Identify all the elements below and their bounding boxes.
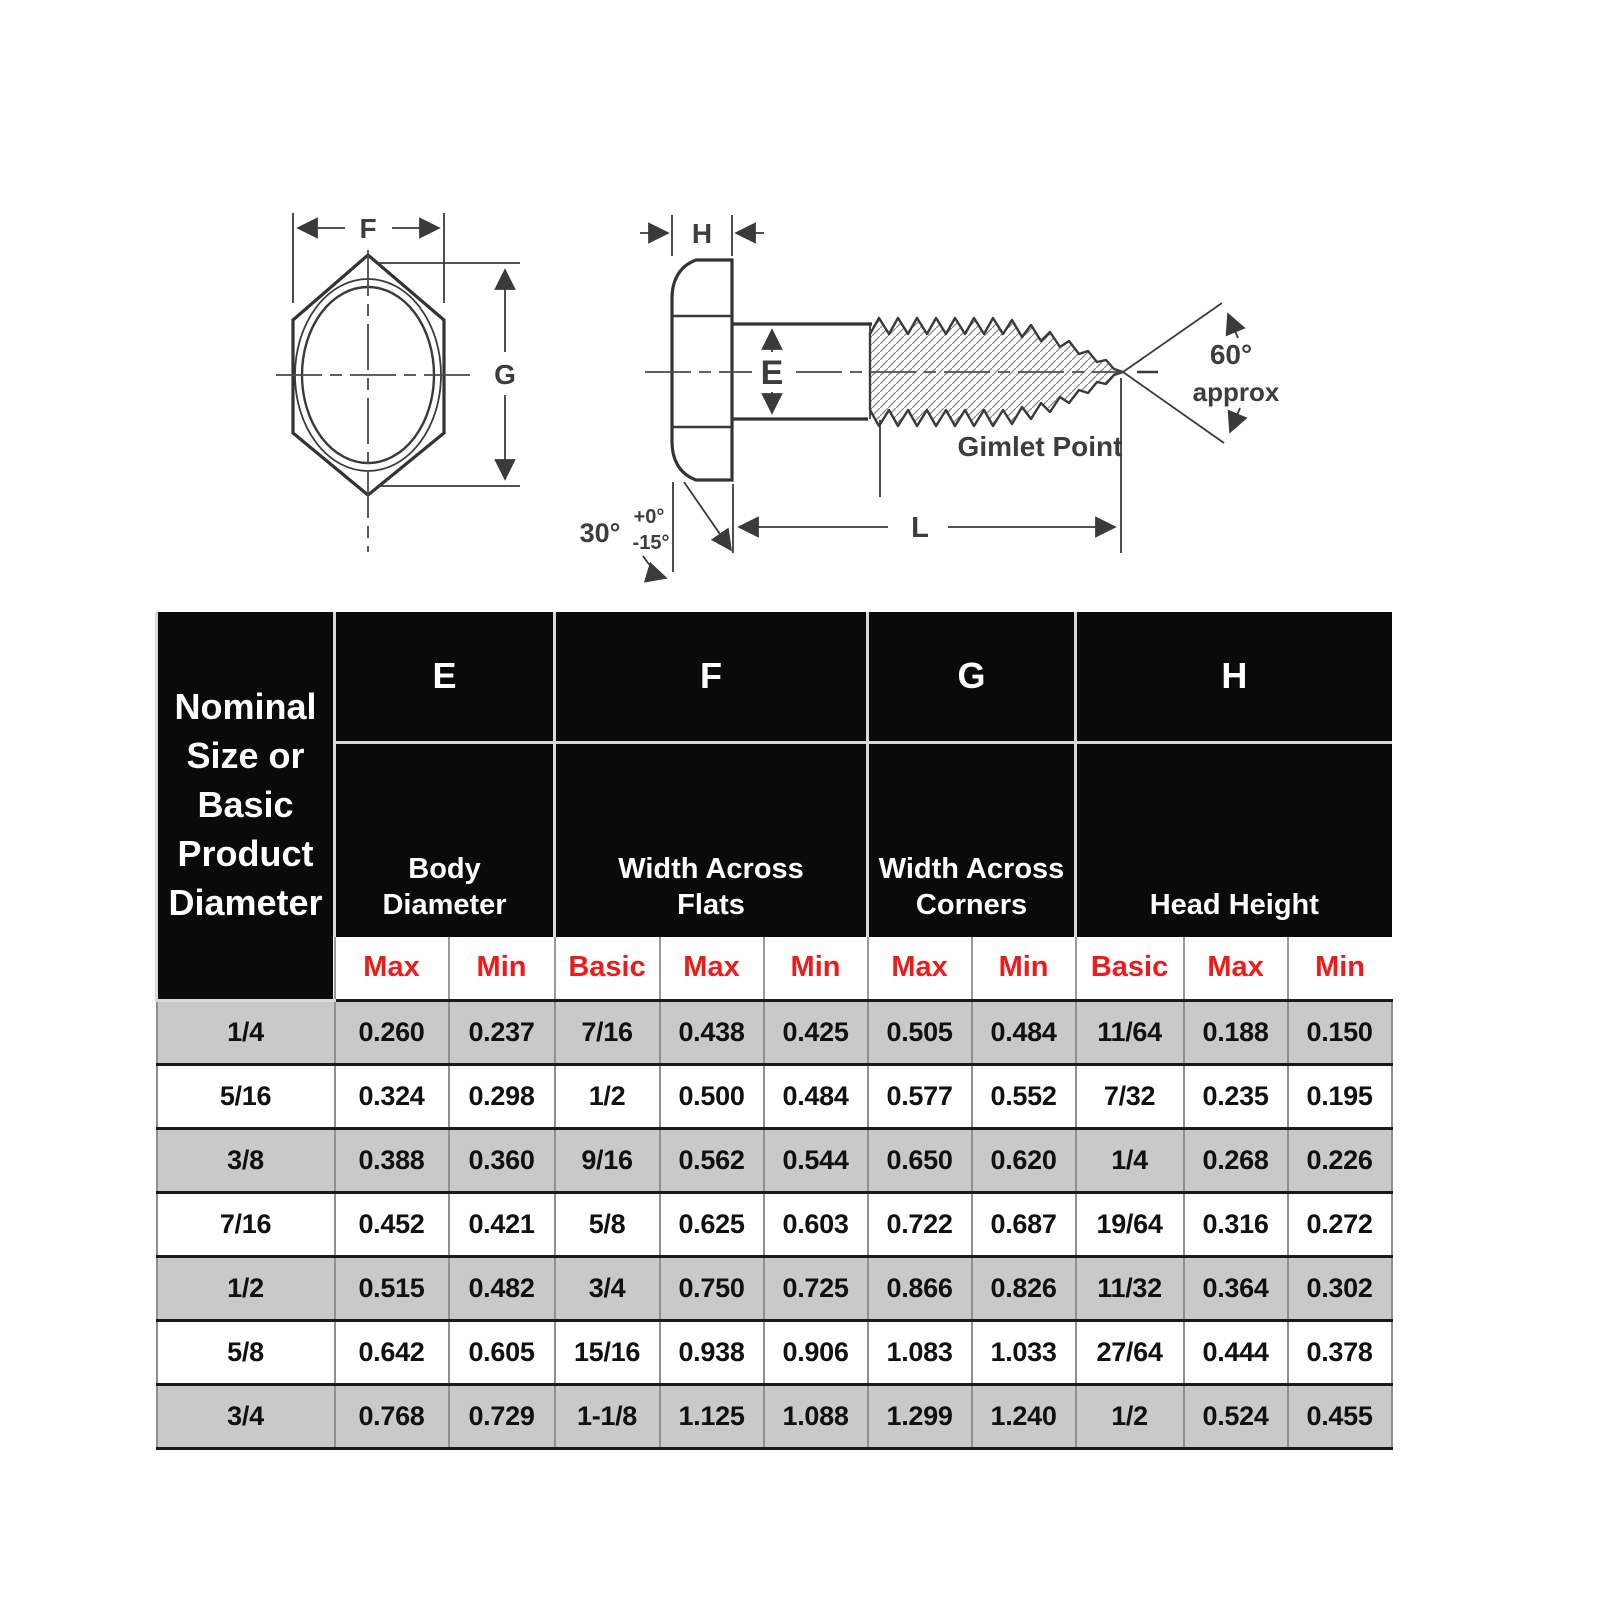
header-row-sub — [157, 937, 1392, 1000]
dimension-value: 7/32 — [1076, 1064, 1184, 1128]
group-name-g — [868, 742, 1076, 937]
dimension-value: 1.088 — [764, 1384, 868, 1448]
dimension-value: 0.360 — [449, 1128, 555, 1192]
dimension-h — [640, 215, 764, 256]
subheader-max: Max — [660, 937, 764, 1000]
dimension-value: 1/4 — [1076, 1128, 1184, 1192]
dimension-value: 1.083 — [868, 1320, 972, 1384]
dimension-value: 0.729 — [449, 1384, 555, 1448]
nominal-size-value: 5/8 — [157, 1320, 335, 1384]
point-angle-label: 60° — [1209, 339, 1253, 370]
dimension-value: 0.500 — [660, 1064, 764, 1128]
chamfer-tol-plus: +0° — [633, 506, 665, 528]
dimension-value: 0.562 — [660, 1128, 764, 1192]
dimension-value: 0.188 — [1184, 1000, 1288, 1064]
dimension-value: 0.324 — [335, 1064, 449, 1128]
dimension-value: 0.906 — [764, 1320, 868, 1384]
dimension-value: 0.750 — [660, 1256, 764, 1320]
group-name-h — [1076, 742, 1392, 937]
group-name-e — [335, 742, 555, 937]
dimension-value: 0.455 — [1288, 1384, 1392, 1448]
bolt-side-view — [580, 215, 1280, 578]
dimension-e — [761, 330, 784, 413]
dimension-value: 1-1/8 — [555, 1384, 660, 1448]
subheader-max: Max — [335, 937, 449, 1000]
subheader-max: Max — [868, 937, 972, 1000]
dimension-value: 27/64 — [1076, 1320, 1184, 1384]
table-row — [157, 1256, 1392, 1320]
dimension-value: 0.425 — [764, 1000, 868, 1064]
table-row — [157, 1064, 1392, 1128]
dimension-value: 0.524 — [1184, 1384, 1288, 1448]
dimension-value: 0.866 — [868, 1256, 972, 1320]
dimension-value: 0.298 — [449, 1064, 555, 1128]
h-label: H — [691, 218, 713, 249]
dimension-value: 0.544 — [764, 1128, 868, 1192]
dimension-value: 0.268 — [1184, 1128, 1288, 1192]
dimension-value: 1.125 — [660, 1384, 764, 1448]
dimension-value: 0.452 — [335, 1192, 449, 1256]
dimension-value: 0.725 — [764, 1256, 868, 1320]
dimension-value: 0.150 — [1288, 1000, 1392, 1064]
hex-front-view — [276, 213, 520, 552]
dimension-value: 1.299 — [868, 1384, 972, 1448]
dimension-value: 11/64 — [1076, 1000, 1184, 1064]
table-row — [157, 1000, 1392, 1064]
subheader-max: Max — [1184, 937, 1288, 1000]
header-row-letters — [157, 612, 1392, 742]
nominal-size-value: 3/8 — [157, 1128, 335, 1192]
dimension-value: 0.505 — [868, 1000, 972, 1064]
dimension-value: 0.444 — [1184, 1320, 1288, 1384]
dimension-value: 0.768 — [335, 1384, 449, 1448]
dimension-value: 0.378 — [1288, 1320, 1392, 1384]
f-label: F — [359, 213, 377, 244]
dimension-value: 0.826 — [972, 1256, 1076, 1320]
group-letter-f: F — [555, 612, 868, 742]
point-angle-qualifier: approx — [1192, 377, 1280, 407]
dimension-value: 1.240 — [972, 1384, 1076, 1448]
subheader-min: Min — [1288, 937, 1392, 1000]
dimension-value: 5/8 — [555, 1192, 660, 1256]
group-name-f — [555, 742, 868, 937]
dimension-value: 0.625 — [660, 1192, 764, 1256]
dimension-value: 0.552 — [972, 1064, 1076, 1128]
dimension-value: 0.226 — [1288, 1128, 1392, 1192]
dimension-value: 0.484 — [764, 1064, 868, 1128]
nominal-size-value: 3/4 — [157, 1384, 335, 1448]
header-row-names — [157, 742, 1392, 937]
dimension-value: 0.237 — [449, 1000, 555, 1064]
bolt-head — [672, 260, 732, 480]
group-name-text: Body Diameter — [382, 853, 507, 921]
dimension-value: 0.484 — [972, 1000, 1076, 1064]
dimension-value: 0.272 — [1288, 1192, 1392, 1256]
group-name-text: Width Across Corners — [878, 853, 1065, 921]
dimension-value: 0.421 — [449, 1192, 555, 1256]
dimension-value: 15/16 — [555, 1320, 660, 1384]
dimension-value: 0.260 — [335, 1000, 449, 1064]
dimension-value: 1.033 — [972, 1320, 1076, 1384]
group-name-text: Head Height — [1149, 888, 1319, 921]
dimension-value: 0.642 — [335, 1320, 449, 1384]
table-body — [157, 1000, 1392, 1448]
subheader-min: Min — [764, 937, 868, 1000]
chamfer-angle-label: 30° — [579, 518, 621, 548]
dimension-value: 0.302 — [1288, 1256, 1392, 1320]
dimension-value: 0.603 — [764, 1192, 868, 1256]
subheader-min: Min — [972, 937, 1076, 1000]
dimension-value: 1/2 — [1076, 1384, 1184, 1448]
e-label: E — [760, 354, 784, 392]
l-label: L — [911, 512, 929, 544]
dimension-value: 9/16 — [555, 1128, 660, 1192]
dimension-value: 0.438 — [660, 1000, 764, 1064]
dimension-value: 19/64 — [1076, 1192, 1184, 1256]
dimension-value: 7/16 — [555, 1000, 660, 1064]
nominal-size-value: 1/4 — [157, 1000, 335, 1064]
nominal-size-value: 5/16 — [157, 1064, 335, 1128]
dimension-value: 0.722 — [868, 1192, 972, 1256]
dimension-value: 0.620 — [972, 1128, 1076, 1192]
group-letter-g: G — [868, 612, 1076, 742]
group-name-text: Width Across Flats — [618, 853, 804, 921]
nominal-size-header: Nominal Size or Basic Product Diameter — [157, 612, 335, 1000]
dimension-value: 0.364 — [1184, 1256, 1288, 1320]
group-letter-h: H — [1076, 612, 1392, 742]
dimension-value: 0.938 — [660, 1320, 764, 1384]
dimension-value: 0.687 — [972, 1192, 1076, 1256]
table-row — [157, 1192, 1392, 1256]
dimension-value: 0.388 — [335, 1128, 449, 1192]
subheader-min: Min — [449, 937, 555, 1000]
dimension-value: 0.515 — [335, 1256, 449, 1320]
dimension-value: 0.650 — [868, 1128, 972, 1192]
dimension-value: 11/32 — [1076, 1256, 1184, 1320]
dimension-value: 3/4 — [555, 1256, 660, 1320]
dimension-value: 0.195 — [1288, 1064, 1392, 1128]
technical-drawing — [0, 0, 1600, 600]
chamfer-callout — [580, 482, 731, 578]
table-header — [157, 612, 1392, 1000]
dimension-value: 0.482 — [449, 1256, 555, 1320]
nominal-size-value: 7/16 — [157, 1192, 335, 1256]
gimlet-point-label: Gimlet Point — [957, 431, 1123, 462]
subheader-basic: Basic — [555, 937, 660, 1000]
dimension-value: 0.605 — [449, 1320, 555, 1384]
subheader-basic: Basic — [1076, 937, 1184, 1000]
dimension-value: 0.316 — [1184, 1192, 1288, 1256]
dimension-value: 0.577 — [868, 1064, 972, 1128]
dimension-value: 1/2 — [555, 1064, 660, 1128]
table-row — [157, 1320, 1392, 1384]
g-label: G — [494, 359, 516, 390]
dimensions-table — [155, 612, 1393, 1450]
table-row — [157, 1384, 1392, 1448]
nominal-size-value: 1/2 — [157, 1256, 335, 1320]
chamfer-tol-minus: -15° — [632, 532, 670, 554]
dimension-value: 0.235 — [1184, 1064, 1288, 1128]
table-row — [157, 1128, 1392, 1192]
group-letter-e: E — [335, 612, 555, 742]
